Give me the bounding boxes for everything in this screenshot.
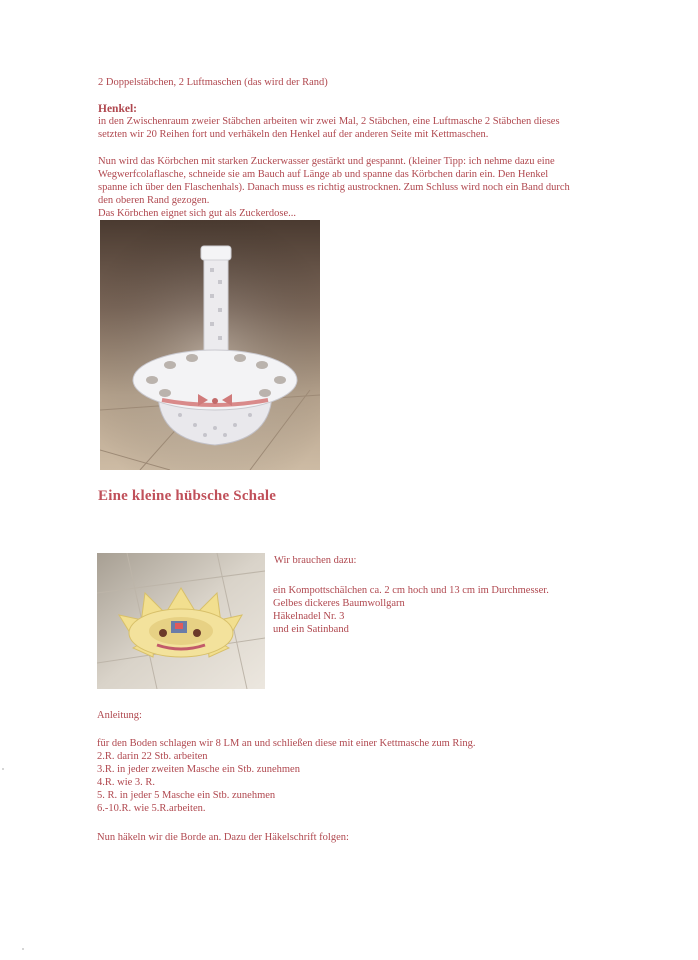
henkel-text: [98, 115, 560, 141]
anleitung-step: 5. R. in jeder 5 Masche ein Stb. zunehmen: [97, 790, 276, 801]
staerken-text: [98, 155, 570, 220]
needs-item: Häkelnadel Nr. 3: [273, 611, 345, 622]
needs-item: und ein Satinband: [273, 624, 349, 635]
staerken-line: spanne ich über den Flaschenhals). Danach muss es richtig austrocknen. Zum Schluss wird noch ein Band durch: [98, 182, 570, 193]
anleitung-title: Anleitung:: [97, 710, 142, 721]
anleitung-step: 2.R. darin 22 Stb. arbeiten: [97, 751, 208, 762]
anleitung-step: für den Boden schlagen wir 8 LM an und schließen diese mit einer Kettmasche zum Ring.: [97, 738, 476, 749]
schale-title: Eine kleine hübsche Schale: [98, 488, 277, 504]
anleitung-step: 4.R. wie 3. R.: [97, 777, 156, 788]
anleitung-step: 6.-10.R. wie 5.R.arbeiten.: [97, 803, 206, 814]
staerken-line: Nun wird das Körbchen mit starken Zuckerwasser gestärkt und gespannt. (kleiner Tipp: ich nehme dazu eine: [98, 156, 555, 167]
needs-list: [273, 584, 549, 636]
basket-photo-svg: [100, 220, 320, 470]
henkel-line: setzten wir 20 Reihen fort und verhäkeln den Henkel auf der anderen Seite mit Kettmaschen.: [98, 129, 489, 140]
scan-speck: [22, 948, 24, 950]
bowl-photo: [97, 553, 265, 689]
bowl-photo-svg: [97, 553, 265, 689]
anleitung-step: 3.R. in jeder zweiten Masche ein Stb. zunehmen: [97, 764, 300, 775]
needs-title: Wir brauchen dazu:: [274, 555, 357, 566]
anleitung-closing: Nun häkeln wir die Borde an. Dazu der Häkelschrift folgen:: [97, 832, 349, 843]
needs-item: Gelbes dickeres Baumwollgarn: [273, 598, 405, 609]
henkel-heading: Henkel:: [98, 103, 137, 115]
anleitung-steps: [97, 737, 475, 815]
intro-line: 2 Doppelstäbchen, 2 Luftmaschen (das wird der Rand): [98, 77, 328, 88]
basket-photo: [100, 220, 320, 470]
staerken-line: Das Körbchen eignet sich gut als Zuckerdose...: [98, 208, 296, 219]
staerken-line: den oberen Rand gezogen.: [98, 195, 210, 206]
henkel-line: in den Zwischenraum zweier Stäbchen arbeiten wir zwei Mal, 2 Stäbchen, eine Luftmasche 2 Stäbchen dieses: [98, 116, 560, 127]
staerken-line: Wegwerfcolaflasche, schneide sie am Bauch auf Länge ab und spanne das Körbchen darin ein. Den Henkel: [98, 169, 549, 180]
needs-item: ein Kompottschälchen ca. 2 cm hoch und 13 cm im Durchmesser.: [273, 585, 549, 596]
scan-speck: [2, 768, 4, 770]
